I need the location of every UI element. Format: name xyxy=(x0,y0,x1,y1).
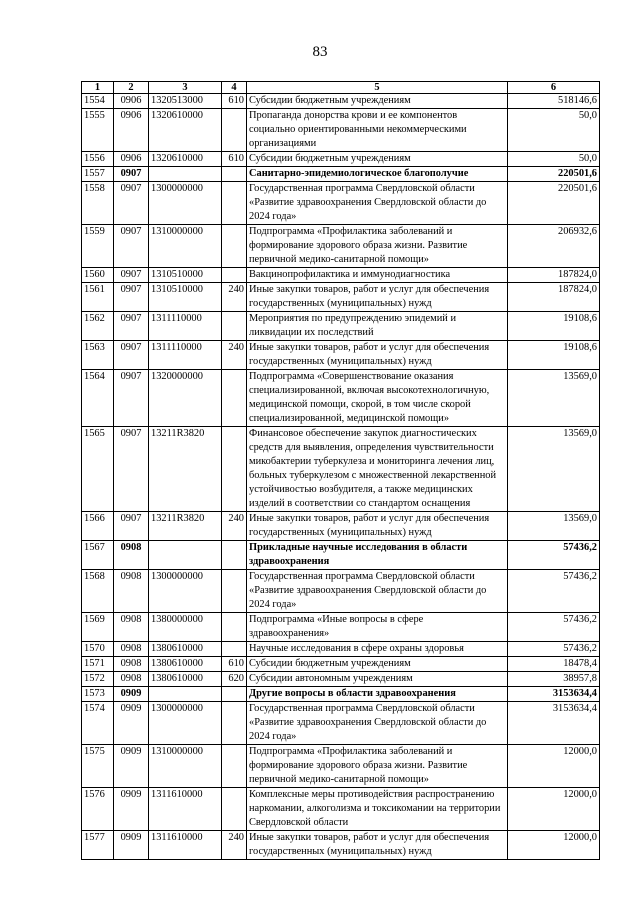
table-body xyxy=(82,94,600,860)
section-code-cell: 0908 xyxy=(114,613,149,642)
table-row xyxy=(82,152,600,167)
target-article-cell: 1300000000 xyxy=(149,570,222,613)
target-article-cell xyxy=(149,687,222,702)
section-code-cell: 0908 xyxy=(114,570,149,613)
table-row xyxy=(82,225,600,268)
row-number-cell: 1556 xyxy=(82,152,114,167)
row-number-cell: 1558 xyxy=(82,182,114,225)
section-code-cell: 0908 xyxy=(114,541,149,570)
amount-cell: 13569,0 xyxy=(508,370,600,427)
expense-type-cell xyxy=(222,687,247,702)
budget-table xyxy=(81,81,600,860)
target-article-cell: 1380000000 xyxy=(149,613,222,642)
row-number-cell: 1555 xyxy=(82,109,114,152)
expense-type-cell xyxy=(222,167,247,182)
table-row xyxy=(82,672,600,687)
row-number-cell: 1577 xyxy=(82,831,114,860)
table-row xyxy=(82,182,600,225)
expense-type-cell xyxy=(222,541,247,570)
target-article-cell: 1380610000 xyxy=(149,642,222,657)
section-code-cell: 0907 xyxy=(114,312,149,341)
section-code-cell: 0907 xyxy=(114,341,149,370)
row-number-cell: 1564 xyxy=(82,370,114,427)
section-code-cell: 0909 xyxy=(114,831,149,860)
expense-type-cell xyxy=(222,109,247,152)
table-row xyxy=(82,613,600,642)
row-number-cell: 1568 xyxy=(82,570,114,613)
expense-type-cell: 610 xyxy=(222,152,247,167)
row-number-cell: 1574 xyxy=(82,702,114,745)
table-row xyxy=(82,370,600,427)
expense-type-cell xyxy=(222,427,247,512)
row-number-cell: 1569 xyxy=(82,613,114,642)
row-number-cell: 1575 xyxy=(82,745,114,788)
section-code-cell: 0909 xyxy=(114,745,149,788)
name-cell: Санитарно-эпидемиологическое благополучие xyxy=(247,167,508,182)
row-number-cell: 1567 xyxy=(82,541,114,570)
row-number-cell: 1563 xyxy=(82,341,114,370)
row-number-cell: 1570 xyxy=(82,642,114,657)
table-row xyxy=(82,167,600,182)
name-cell: Государственная программа Свердловской области «Развитие здравоохранения Свердловской области до 2024 года» xyxy=(247,182,508,225)
target-article-cell: 13211R3820 xyxy=(149,512,222,541)
table-row xyxy=(82,94,600,109)
expense-type-cell xyxy=(222,370,247,427)
header-col-4: 4 xyxy=(222,82,247,94)
amount-cell: 50,0 xyxy=(508,109,600,152)
amount-cell: 12000,0 xyxy=(508,831,600,860)
name-cell: Комплексные меры противодействия распространению наркомании, алкоголизма и токсикомании на территории Свердловской области xyxy=(247,788,508,831)
expense-type-cell: 240 xyxy=(222,283,247,312)
row-number-cell: 1573 xyxy=(82,687,114,702)
section-code-cell: 0906 xyxy=(114,94,149,109)
name-cell: Субсидии бюджетным учреждениям xyxy=(247,94,508,109)
target-article-cell: 1310510000 xyxy=(149,268,222,283)
section-code-cell: 0908 xyxy=(114,642,149,657)
expense-type-cell xyxy=(222,745,247,788)
table-row xyxy=(82,642,600,657)
expense-type-cell xyxy=(222,225,247,268)
target-article-cell: 1310000000 xyxy=(149,225,222,268)
row-number-cell: 1557 xyxy=(82,167,114,182)
name-cell: Пропаганда донорства крови и ее компонентов социально ориентированными некоммерческими организациями xyxy=(247,109,508,152)
table-row xyxy=(82,788,600,831)
expense-type-cell: 240 xyxy=(222,512,247,541)
row-number-cell: 1559 xyxy=(82,225,114,268)
amount-cell: 57436,2 xyxy=(508,570,600,613)
table-row xyxy=(82,687,600,702)
amount-cell: 19108,6 xyxy=(508,341,600,370)
amount-cell: 57436,2 xyxy=(508,613,600,642)
expense-type-cell xyxy=(222,613,247,642)
header-col-1: 1 xyxy=(82,82,114,94)
table-row xyxy=(82,512,600,541)
amount-cell: 12000,0 xyxy=(508,788,600,831)
table-row xyxy=(82,341,600,370)
name-cell: Иные закупки товаров, работ и услуг для обеспечения государственных (муниципальных) нужд xyxy=(247,283,508,312)
expense-type-cell xyxy=(222,702,247,745)
name-cell: Подпрограмма «Профилактика заболеваний и формирование здорового образа жизни. Развитие первичной медико-санитарной помощи» xyxy=(247,745,508,788)
target-article-cell: 1380610000 xyxy=(149,672,222,687)
target-article-cell: 1380610000 xyxy=(149,657,222,672)
target-article-cell: 1300000000 xyxy=(149,182,222,225)
name-cell: Субсидии бюджетным учреждениям xyxy=(247,152,508,167)
amount-cell: 206932,6 xyxy=(508,225,600,268)
table-row xyxy=(82,109,600,152)
section-code-cell: 0907 xyxy=(114,268,149,283)
name-cell: Государственная программа Свердловской области «Развитие здравоохранения Свердловской области до 2024 года» xyxy=(247,570,508,613)
amount-cell: 57436,2 xyxy=(508,541,600,570)
expense-type-cell xyxy=(222,268,247,283)
section-code-cell: 0906 xyxy=(114,109,149,152)
name-cell: Подпрограмма «Совершенствование оказания специализированной, включая высокотехнологичную, медицинской помощи, скорой, в том числе скорой специализированной, медицинской помощи» xyxy=(247,370,508,427)
section-code-cell: 0907 xyxy=(114,167,149,182)
target-article-cell xyxy=(149,167,222,182)
target-article-cell: 1320610000 xyxy=(149,109,222,152)
amount-cell: 57436,2 xyxy=(508,642,600,657)
target-article-cell: 1311110000 xyxy=(149,341,222,370)
target-article-cell: 13211R3820 xyxy=(149,427,222,512)
name-cell: Вакцинопрофилактика и иммунодиагностика xyxy=(247,268,508,283)
header-col-3: 3 xyxy=(149,82,222,94)
amount-cell: 18478,4 xyxy=(508,657,600,672)
page-number: 83 xyxy=(312,44,328,60)
amount-cell: 19108,6 xyxy=(508,312,600,341)
table-row xyxy=(82,312,600,341)
name-cell: Субсидии бюджетным учреждениям xyxy=(247,657,508,672)
section-code-cell: 0907 xyxy=(114,512,149,541)
amount-cell: 518146,6 xyxy=(508,94,600,109)
expense-type-cell xyxy=(222,182,247,225)
section-code-cell: 0907 xyxy=(114,370,149,427)
table-row xyxy=(82,268,600,283)
section-code-cell: 0906 xyxy=(114,152,149,167)
expense-type-cell xyxy=(222,312,247,341)
table-row xyxy=(82,831,600,860)
section-code-cell: 0909 xyxy=(114,788,149,831)
target-article-cell: 1320513000 xyxy=(149,94,222,109)
amount-cell: 220501,6 xyxy=(508,182,600,225)
table-row xyxy=(82,283,600,312)
section-code-cell: 0909 xyxy=(114,687,149,702)
name-cell: Иные закупки товаров, работ и услуг для обеспечения государственных (муниципальных) нужд xyxy=(247,831,508,860)
name-cell: Подпрограмма «Иные вопросы в сфере здравоохранения» xyxy=(247,613,508,642)
target-article-cell: 1310510000 xyxy=(149,283,222,312)
table-row xyxy=(82,702,600,745)
row-number-cell: 1571 xyxy=(82,657,114,672)
target-article-cell xyxy=(149,541,222,570)
amount-cell: 13569,0 xyxy=(508,427,600,512)
amount-cell: 12000,0 xyxy=(508,745,600,788)
header-col-5: 5 xyxy=(247,82,508,94)
section-code-cell: 0908 xyxy=(114,672,149,687)
section-code-cell: 0907 xyxy=(114,283,149,312)
expense-type-cell: 610 xyxy=(222,94,247,109)
amount-cell: 3153634,4 xyxy=(508,702,600,745)
header-col-6: 6 xyxy=(508,82,600,94)
name-cell: Иные закупки товаров, работ и услуг для обеспечения государственных (муниципальных) нужд xyxy=(247,512,508,541)
target-article-cell: 1320610000 xyxy=(149,152,222,167)
amount-cell: 187824,0 xyxy=(508,283,600,312)
section-code-cell: 0908 xyxy=(114,657,149,672)
name-cell: Мероприятия по предупреждению эпидемий и ликвидации их последствий xyxy=(247,312,508,341)
row-number-cell: 1561 xyxy=(82,283,114,312)
row-number-cell: 1566 xyxy=(82,512,114,541)
header-col-2: 2 xyxy=(114,82,149,94)
amount-cell: 13569,0 xyxy=(508,512,600,541)
target-article-cell: 1311110000 xyxy=(149,312,222,341)
expense-type-cell: 240 xyxy=(222,831,247,860)
section-code-cell: 0907 xyxy=(114,182,149,225)
name-cell: Субсидии автономным учреждениям xyxy=(247,672,508,687)
row-number-cell: 1572 xyxy=(82,672,114,687)
table-header-row xyxy=(82,82,600,94)
name-cell: Научные исследования в сфере охраны здоровья xyxy=(247,642,508,657)
row-number-cell: 1554 xyxy=(82,94,114,109)
amount-cell: 187824,0 xyxy=(508,268,600,283)
expense-type-cell: 620 xyxy=(222,672,247,687)
row-number-cell: 1576 xyxy=(82,788,114,831)
table-row xyxy=(82,570,600,613)
amount-cell: 38957,8 xyxy=(508,672,600,687)
table-row xyxy=(82,657,600,672)
target-article-cell: 1300000000 xyxy=(149,702,222,745)
table-row xyxy=(82,745,600,788)
expense-type-cell: 610 xyxy=(222,657,247,672)
name-cell: Другие вопросы в области здравоохранения xyxy=(247,687,508,702)
target-article-cell: 1311610000 xyxy=(149,831,222,860)
amount-cell: 3153634,4 xyxy=(508,687,600,702)
table-row xyxy=(82,427,600,512)
amount-cell: 50,0 xyxy=(508,152,600,167)
name-cell: Государственная программа Свердловской области «Развитие здравоохранения Свердловской области до 2024 года» xyxy=(247,702,508,745)
row-number-cell: 1562 xyxy=(82,312,114,341)
section-code-cell: 0909 xyxy=(114,702,149,745)
table-row xyxy=(82,541,600,570)
expense-type-cell xyxy=(222,570,247,613)
target-article-cell: 1320000000 xyxy=(149,370,222,427)
row-number-cell: 1565 xyxy=(82,427,114,512)
expense-type-cell: 240 xyxy=(222,341,247,370)
expense-type-cell xyxy=(222,642,247,657)
name-cell: Финансовое обеспечение закупок диагностических средств для выявления, определения чувствительности микобактерии туберкулеза и мониторинга лечения лиц, больных туберкулезом с множественной лекарственной устойчивостью возбудителя, а также медицинских изделий в соответствии со стандартом оснащения xyxy=(247,427,508,512)
target-article-cell: 1311610000 xyxy=(149,788,222,831)
section-code-cell: 0907 xyxy=(114,427,149,512)
name-cell: Подпрограмма «Профилактика заболеваний и формирование здорового образа жизни. Развитие первичной медико-санитарной помощи» xyxy=(247,225,508,268)
row-number-cell: 1560 xyxy=(82,268,114,283)
name-cell: Прикладные научные исследования в области здравоохранения xyxy=(247,541,508,570)
name-cell: Иные закупки товаров, работ и услуг для обеспечения государственных (муниципальных) нужд xyxy=(247,341,508,370)
target-article-cell: 1310000000 xyxy=(149,745,222,788)
expense-type-cell xyxy=(222,788,247,831)
section-code-cell: 0907 xyxy=(114,225,149,268)
amount-cell: 220501,6 xyxy=(508,167,600,182)
